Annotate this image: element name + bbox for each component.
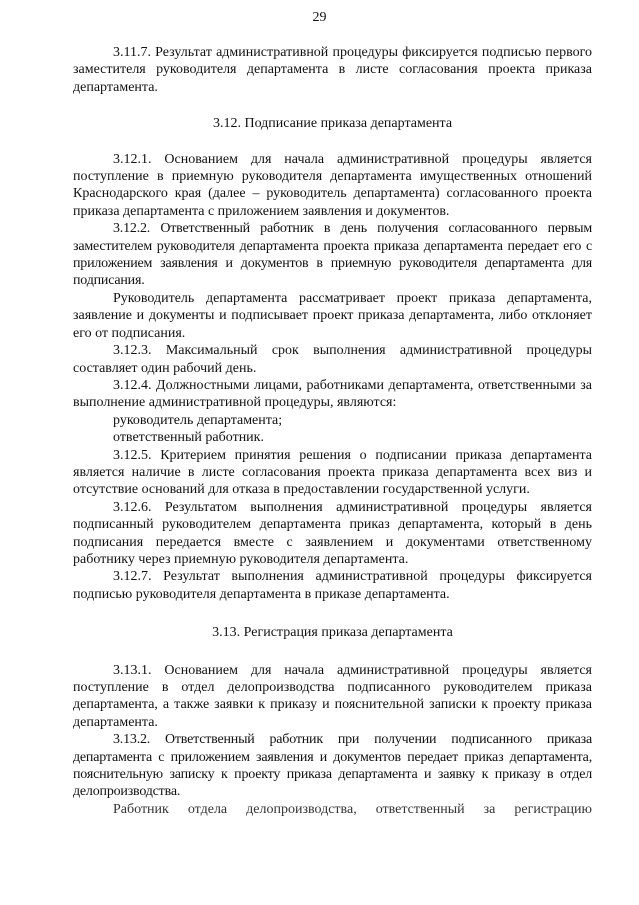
paragraph-3-12-6: 3.12.6. Результатом выполнения административной процедуры является подписанный руководителем департамента приказ департамента, который в день подписания передается вместе с заявлением и документами ответственному работнику через приемную руководителя департамента. bbox=[73, 499, 592, 567]
paragraph-3-13-1: 3.13.1. Основанием для начала административной процедуры является поступление в отдел делопроизводства подписанного руководителем приказа департамента, а также заявки к приказу и пояснительной записки к проекту приказа департамента. bbox=[73, 662, 592, 730]
section-heading-3-12: 3.12. Подписание приказа департамента bbox=[212, 116, 453, 132]
paragraph-3-11-7: 3.11.7. Результат административной процедуры фиксируется подписью первого заместителя руководителя департамента в листе согласования проекта приказа департамента. bbox=[73, 45, 592, 95]
paragraph-last-partial: Работник отдела делопроизводства, ответственный за регистрацию bbox=[113, 801, 592, 817]
list-item-worker: ответственный работник. bbox=[113, 430, 264, 446]
paragraph-3-12-7: 3.12.7. Результат выполнения административной процедуры фиксируется подписью руководителя департамента в приказе департамента. bbox=[73, 569, 592, 602]
paragraph-3-12-5: 3.12.5. Критерием принятия решения о подписании приказа департамента является наличие в листе согласования проекта приказа департамента всех виз и отсутствие оснований для отказа в предоставлении государственной услуги. bbox=[73, 447, 592, 498]
section-heading-3-13: 3.13. Регистрация приказа департамента bbox=[212, 625, 453, 641]
paragraph-3-12-3: 3.12.3. Максимальный срок выполнения административной процедуры составляет один рабочий день. bbox=[73, 343, 592, 376]
list-item-head: руководитель департамента; bbox=[113, 412, 283, 428]
document-body bbox=[73, 44, 592, 818]
paragraph-3-12-1: 3.12.1. Основанием для начала административной процедуры является поступление в приемную руководителя департамента имущественных отношений Краснодарского края (далее – руководитель департамента) согласованного проекта приказа департамента с приложением заявления и документов. bbox=[73, 151, 592, 219]
paragraph-3-12-4: 3.12.4. Должностными лицами, работниками департамента, ответственными за выполнение административной процедуры, являются: bbox=[73, 377, 592, 411]
page-number: 29 bbox=[312, 10, 327, 25]
paragraph-head-review: Руководитель департамента рассматривает проект приказа департамента, заявление и документы и подписывает проект приказа департамента, либо отклоняет его от подписания. bbox=[73, 290, 592, 341]
paragraph-3-13-2: 3.13.2. Ответственный работник при получении подписанного приказа департамента с приложением заявления и документов передает приказ департамента, пояснительную записку к проекту приказа департамента и заявку к приказу в отдел делопроизводства. bbox=[73, 732, 592, 800]
paragraph-3-12-2: 3.12.2. Ответственный работник в день получения согласованного первым заместителем руководителя департамента проекта приказа департамента передает его с приложением заявления и документов в приемную руководителя департамента для подписания. bbox=[73, 221, 592, 289]
